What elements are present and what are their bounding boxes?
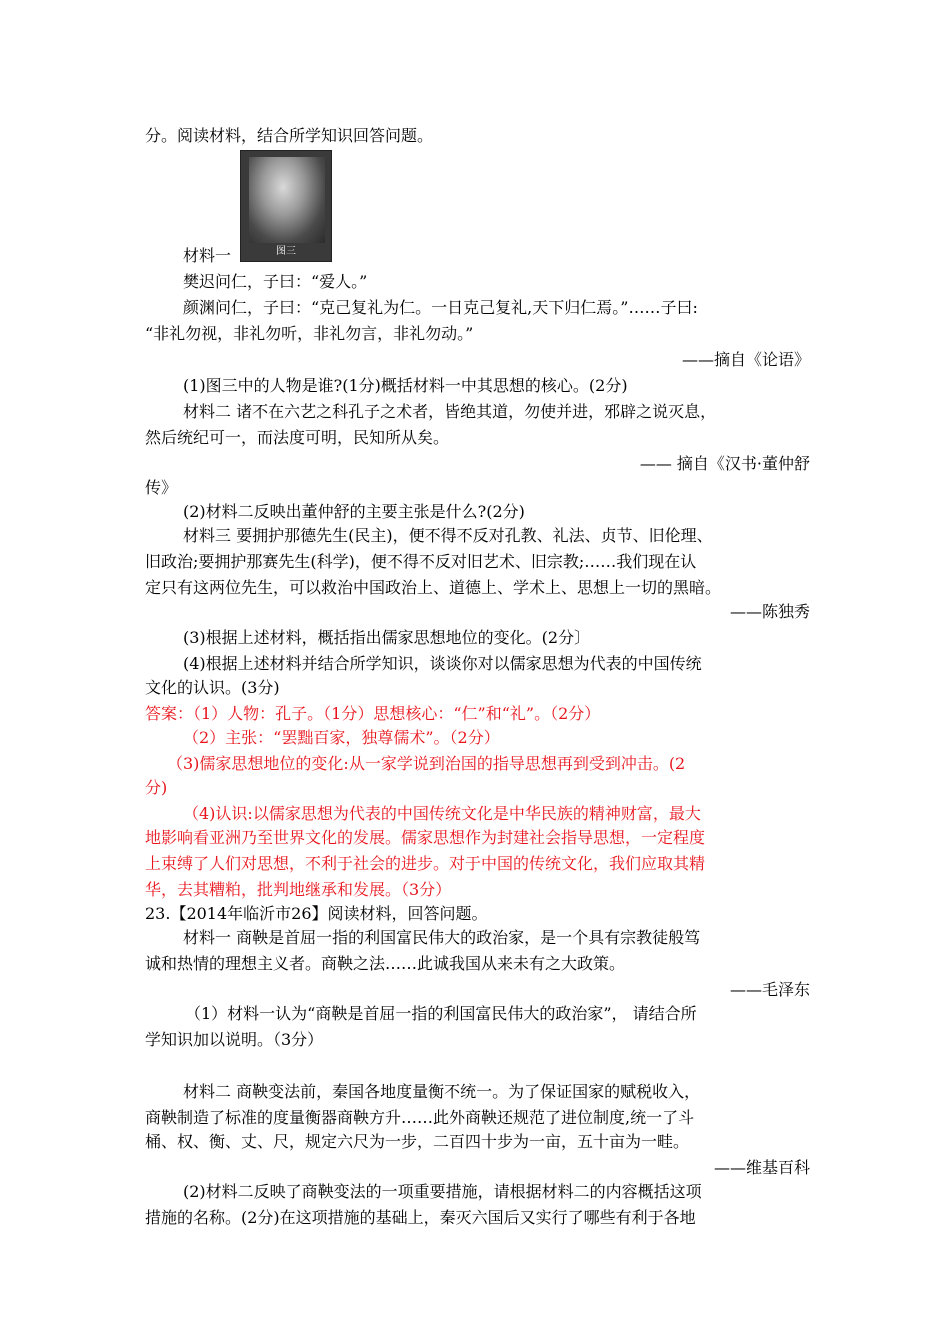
answer-3-line2: 分) bbox=[145, 778, 168, 797]
q22-material1-label: 材料一 bbox=[183, 246, 232, 265]
q23-question1-line1: （1）材料一认为“商鞅是首屈一指的利国富民伟大的政治家”， 请结合所 bbox=[185, 1004, 697, 1023]
q22-material2-source: —— 摘自《汉书·董仲舒 bbox=[639, 454, 810, 473]
figure-caption: 图三 bbox=[276, 246, 296, 257]
answer-2: （2）主张：“罢黜百家，独尊儒术”。（2分） bbox=[183, 728, 500, 747]
q23-material1-line2: 诚和热情的理想主义者。商鞅之法……此诚我国从来未有之大政策。 bbox=[145, 954, 626, 973]
q22-material2-line1: 材料二 诸不在六艺之科孔子之术者，皆绝其道，勿使并进，邪辟之说灭息， bbox=[183, 402, 717, 421]
q22-material2-line2: 然后统纪可一，而法度可明，民知所从矣。 bbox=[145, 428, 450, 447]
q22-question2: (2)材料二反映出董仲舒的主要主张是什么?(2分) bbox=[183, 502, 525, 521]
answer-4-line1: （4)认识:以儒家思想为代表的中国传统文化是中华民族的精神财富，最大 bbox=[183, 804, 701, 823]
q23-question2-line1: (2)材料二反映了商鞅变法的一项重要措施，请根据材料二的内容概括这项 bbox=[183, 1182, 702, 1201]
q22-question4-line2: 文化的认识。(3分) bbox=[145, 678, 280, 697]
q23-material2-line2: 商鞅制造了标准的度量衡器商鞅方升……此外商鞅还规范了进位制度,统一了斗 bbox=[145, 1108, 695, 1127]
answer-3-line1: （3)儒家思想地位的变化:从一家学说到治国的指导思想再到受到冲击。(2 bbox=[167, 754, 686, 773]
answer-4-line2: 地影响看亚洲乃至世界文化的发展。儒家思想作为封建社会指导思想，一定程度 bbox=[145, 828, 706, 847]
q23-material1-line1: 材料一 商鞅是首屈一指的利国富民伟大的政治家，是一个具有宗教徒般笃 bbox=[183, 928, 701, 947]
q22-material2-source-cont: 传》 bbox=[145, 478, 178, 497]
answer-1: 答案：（1）人物：孔子。（1分）思想核心：“仁”和“礼”。（2分） bbox=[145, 704, 601, 723]
intro-line: 分。阅读材料，结合所学知识回答问题。 bbox=[145, 126, 434, 145]
q23-question2-line2: 措施的名称。(2分)在这项措施的基础上，秦灭六国后又实行了哪些有利于各地 bbox=[145, 1208, 696, 1227]
q22-material1-line1: 樊迟问仁，子曰：“爱人。” bbox=[183, 272, 368, 291]
q22-material1-line3: “非礼勿视，非礼勿听，非礼勿言，非礼勿动。” bbox=[145, 324, 474, 343]
q22-material3-line2: 旧政治;要拥护那赛先生(科学)，便不得不反对旧艺术、旧宗教;……我们现在认 bbox=[145, 552, 697, 571]
q22-material1-line2: 颜渊问仁，子曰：“克己复礼为仁。一日克己复礼,天下归仁焉。”……子曰: bbox=[183, 298, 698, 317]
answer-4-line3: 上束缚了人们对思想，不利于社会的进步。对于中国的传统文化，我们应取其精 bbox=[145, 854, 706, 873]
q23-question1-line2: 学知识加以说明。（3分） bbox=[145, 1030, 324, 1049]
q22-material3-source: ——陈独秀 bbox=[729, 602, 810, 621]
confucius-portrait-image bbox=[240, 150, 332, 262]
q22-question3: (3)根据上述材料，概括指出儒家思想地位的变化。(2分〕 bbox=[183, 628, 591, 647]
q23-material2-line1: 材料二 商鞅变法前，秦国各地度量衡不统一。为了保证国家的赋税收入， bbox=[183, 1082, 701, 1101]
q23-header: 23.【2014年临沂市26】阅读材料，回答问题。 bbox=[145, 904, 488, 923]
q22-material3-line1: 材料三 要拥护那德先生(民主)，便不得不反对孔教、礼法、贞节、旧伦理、 bbox=[183, 526, 713, 545]
answer-4-line4: 华，去其糟粕，批判地继承和发展。（3分） bbox=[145, 880, 452, 899]
q22-material1-source: ——摘自《论语》 bbox=[681, 350, 810, 369]
q23-material2-line3: 桶、权、衡、丈、尺，规定六尺为一步，二百四十步为一亩，五十亩为一畦。 bbox=[145, 1132, 690, 1151]
q22-material3-line3: 定只有这两位先生，可以救治中国政治上、道德上、学术上、思想上一切的黑暗。 bbox=[145, 578, 722, 597]
portrait-shape bbox=[249, 157, 325, 243]
q22-question4-line1: (4)根据上述材料并结合所学知识，谈谈你对以儒家思想为代表的中国传统 bbox=[183, 654, 702, 673]
q23-material2-source: ——维基百科 bbox=[713, 1158, 810, 1177]
q23-material1-source: ——毛泽东 bbox=[729, 980, 810, 999]
q22-question1: (1)图三中的人物是谁?(1分)概括材料一中其思想的核心。(2分) bbox=[183, 376, 628, 395]
